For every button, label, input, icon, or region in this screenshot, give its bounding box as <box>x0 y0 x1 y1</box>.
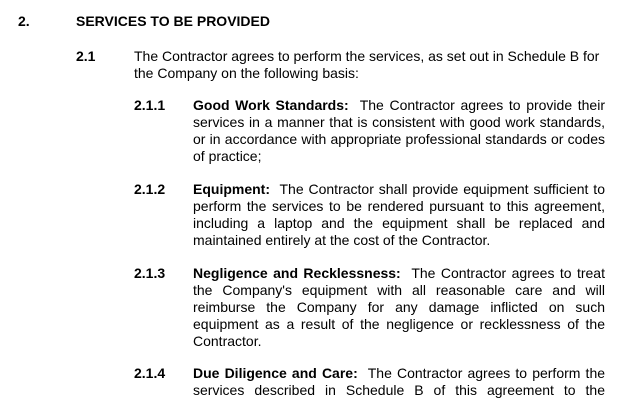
subclause-text: The Contractor agrees to treat the Company's equipment with all reasonable care and will reimburse the Company for any damage inflicted on such equipment as a result of the negligence or recklessness of the Contractor. <box>193 265 605 349</box>
clause-number: 2.1 <box>76 48 96 64</box>
subclause-text: The Contractor agrees to perform the services described in Schedule B of this agreement to the <box>193 365 606 398</box>
subclause-number: 2.1.2 <box>134 181 166 197</box>
clause-text: The Contractor agrees to perform the services, as set out in Schedule B for the Company on the following basis: <box>134 48 600 81</box>
section-number: 2. <box>18 13 30 29</box>
section-title: SERVICES TO BE PROVIDED <box>76 13 270 29</box>
subclause-body <box>193 365 605 399</box>
subclause-heading: Equipment: <box>193 181 270 197</box>
subclause-heading: Good Work Standards: <box>193 97 349 113</box>
subclause-number: 2.1.3 <box>134 265 166 281</box>
subclause-body <box>193 265 605 350</box>
subclause-number: 2.1.4 <box>134 365 166 381</box>
subclause-heading: Due Diligence and Care: <box>193 365 358 381</box>
subclause-body <box>193 97 605 165</box>
subclause-heading: Negligence and Recklessness: <box>193 265 401 281</box>
subclause-body <box>193 181 605 249</box>
subclause-text: The Contractor shall provide equipment sufficient to perform the services to be rendered pursuant to this agreement, including a laptop and the equipment shall be replaced and maintained entirely at the cost of the Contractor. <box>193 181 605 248</box>
subclause-number: 2.1.1 <box>134 97 166 113</box>
subclause-text: The Contractor agrees to provide their services in a manner that is consistent with good work standards, or in accordance with appropriate professional standards or codes of practice; <box>193 97 605 164</box>
